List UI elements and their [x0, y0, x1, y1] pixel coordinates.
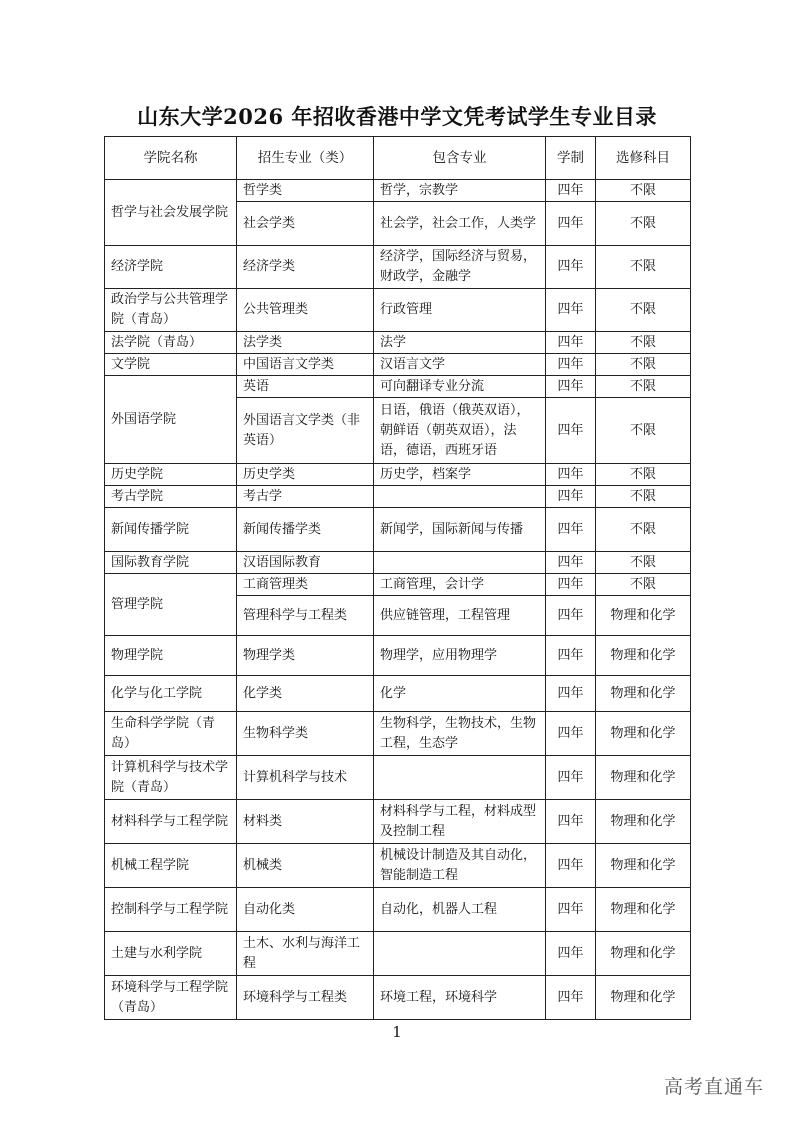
table-row — [105, 976, 691, 1020]
table-row — [105, 376, 691, 398]
electives-cell: 不限 — [596, 332, 691, 354]
table-row — [105, 246, 691, 289]
major-cell: 环境科学与工程类 — [237, 976, 374, 1020]
includes-cell — [374, 932, 546, 976]
major-cell: 哲学类 — [237, 180, 374, 202]
table-row — [105, 180, 691, 202]
table-header-row — [105, 137, 691, 180]
duration-cell: 四年 — [546, 398, 596, 464]
table-row — [105, 676, 691, 712]
major-cell: 工商管理类 — [237, 574, 374, 596]
major-cell: 材料类 — [237, 800, 374, 844]
includes-cell: 机械设计制造及其自动化，智能制造工程 — [374, 844, 546, 888]
college-cell: 土建与水利学院 — [105, 932, 237, 976]
major-cell: 物理学类 — [237, 636, 374, 676]
college-cell: 生命科学学院（青岛） — [105, 712, 237, 756]
electives-cell: 不限 — [596, 486, 691, 508]
includes-cell: 新闻学，国际新闻与传播 — [374, 508, 546, 552]
electives-cell: 物理和化学 — [596, 756, 691, 800]
college-cell: 经济学院 — [105, 246, 237, 289]
duration-cell: 四年 — [546, 246, 596, 289]
college-cell: 历史学院 — [105, 464, 237, 486]
duration-cell: 四年 — [546, 332, 596, 354]
duration-cell: 四年 — [546, 180, 596, 202]
major-catalog-table — [104, 136, 691, 1020]
includes-cell: 工商管理，会计学 — [374, 574, 546, 596]
includes-cell — [374, 552, 546, 574]
duration-cell: 四年 — [546, 676, 596, 712]
includes-cell: 供应链管理，工程管理 — [374, 596, 546, 636]
major-cell: 英语 — [237, 376, 374, 398]
includes-cell — [374, 756, 546, 800]
major-cell: 历史学类 — [237, 464, 374, 486]
major-cell: 化学类 — [237, 676, 374, 712]
college-cell: 国际教育学院 — [105, 552, 237, 574]
major-cell: 考古学 — [237, 486, 374, 508]
duration-cell: 四年 — [546, 800, 596, 844]
major-cell: 管理科学与工程类 — [237, 596, 374, 636]
electives-cell: 不限 — [596, 354, 691, 376]
includes-cell: 环境工程，环境科学 — [374, 976, 546, 1020]
electives-cell: 物理和化学 — [596, 844, 691, 888]
table-row — [105, 354, 691, 376]
college-cell: 材料科学与工程学院 — [105, 800, 237, 844]
electives-cell: 不限 — [596, 202, 691, 246]
table-row — [105, 712, 691, 756]
college-cell: 环境科学与工程学院（青岛） — [105, 976, 237, 1020]
college-cell: 新闻传播学院 — [105, 508, 237, 552]
includes-cell: 哲学，宗教学 — [374, 180, 546, 202]
electives-cell: 不限 — [596, 398, 691, 464]
major-cell: 公共管理类 — [237, 289, 374, 332]
electives-cell: 物理和化学 — [596, 676, 691, 712]
includes-cell: 生物科学，生物技术，生物工程，生态学 — [374, 712, 546, 756]
major-cell: 汉语国际教育 — [237, 552, 374, 574]
duration-cell: 四年 — [546, 712, 596, 756]
table-row — [105, 289, 691, 332]
table-row — [105, 888, 691, 932]
electives-cell: 不限 — [596, 552, 691, 574]
page-number: 1 — [392, 1023, 402, 1041]
watermark-text: 高考直通车 — [663, 1076, 764, 1098]
college-cell: 法学院（青岛） — [105, 332, 237, 354]
column-header-duration: 学制 — [546, 137, 596, 180]
college-cell: 文学院 — [105, 354, 237, 376]
major-cell: 土木、水利与海洋工程 — [237, 932, 374, 976]
table-row — [105, 756, 691, 800]
includes-cell: 自动化，机器人工程 — [374, 888, 546, 932]
college-cell: 计算机科学与技术学院（青岛） — [105, 756, 237, 800]
duration-cell: 四年 — [546, 202, 596, 246]
duration-cell: 四年 — [546, 844, 596, 888]
includes-cell: 物理学，应用物理学 — [374, 636, 546, 676]
college-cell: 外国语学院 — [105, 376, 237, 464]
major-cell: 生物科学类 — [237, 712, 374, 756]
table-row — [105, 464, 691, 486]
electives-cell: 物理和化学 — [596, 976, 691, 1020]
duration-cell: 四年 — [546, 888, 596, 932]
electives-cell: 不限 — [596, 574, 691, 596]
table-row — [105, 636, 691, 676]
major-cell: 社会学类 — [237, 202, 374, 246]
college-cell: 控制科学与工程学院 — [105, 888, 237, 932]
duration-cell: 四年 — [546, 376, 596, 398]
table-row — [105, 486, 691, 508]
electives-cell: 物理和化学 — [596, 636, 691, 676]
duration-cell: 四年 — [546, 636, 596, 676]
major-cell: 计算机科学与技术 — [237, 756, 374, 800]
duration-cell: 四年 — [546, 354, 596, 376]
column-header-college: 学院名称 — [105, 137, 237, 180]
electives-cell: 不限 — [596, 464, 691, 486]
major-cell: 经济学类 — [237, 246, 374, 289]
column-header-includes: 包含专业 — [374, 137, 546, 180]
electives-cell: 不限 — [596, 289, 691, 332]
electives-cell: 不限 — [596, 508, 691, 552]
college-cell: 管理学院 — [105, 574, 237, 636]
duration-cell: 四年 — [546, 552, 596, 574]
major-cell: 外国语言文学类（非英语） — [237, 398, 374, 464]
major-cell: 新闻传播学类 — [237, 508, 374, 552]
major-cell: 法学类 — [237, 332, 374, 354]
electives-cell: 物理和化学 — [596, 888, 691, 932]
electives-cell: 物理和化学 — [596, 596, 691, 636]
includes-cell — [374, 486, 546, 508]
college-cell: 哲学与社会发展学院 — [105, 180, 237, 246]
duration-cell: 四年 — [546, 932, 596, 976]
includes-cell: 日语，俄语（俄英双语），朝鲜语（朝英双语），法语，德语，西班牙语 — [374, 398, 546, 464]
electives-cell: 不限 — [596, 180, 691, 202]
electives-cell: 物理和化学 — [596, 932, 691, 976]
includes-cell: 经济学，国际经济与贸易，财政学，金融学 — [374, 246, 546, 289]
college-cell: 考古学院 — [105, 486, 237, 508]
includes-cell: 法学 — [374, 332, 546, 354]
table-row — [105, 844, 691, 888]
table-row — [105, 574, 691, 596]
table-row — [105, 552, 691, 574]
includes-cell: 汉语言文学 — [374, 354, 546, 376]
duration-cell: 四年 — [546, 574, 596, 596]
college-cell: 机械工程学院 — [105, 844, 237, 888]
table-row — [105, 508, 691, 552]
electives-cell: 物理和化学 — [596, 712, 691, 756]
electives-cell: 不限 — [596, 246, 691, 289]
duration-cell: 四年 — [546, 508, 596, 552]
column-header-major: 招生专业（类） — [237, 137, 374, 180]
duration-cell: 四年 — [546, 596, 596, 636]
electives-cell: 不限 — [596, 376, 691, 398]
major-cell: 机械类 — [237, 844, 374, 888]
major-cell: 中国语言文学类 — [237, 354, 374, 376]
includes-cell: 化学 — [374, 676, 546, 712]
table-row — [105, 332, 691, 354]
table-row — [105, 932, 691, 976]
column-header-electives: 选修科目 — [596, 137, 691, 180]
duration-cell: 四年 — [546, 486, 596, 508]
electives-cell: 物理和化学 — [596, 800, 691, 844]
duration-cell: 四年 — [546, 289, 596, 332]
includes-cell: 历史学，档案学 — [374, 464, 546, 486]
duration-cell: 四年 — [546, 756, 596, 800]
page-title: 山东大学2026 年招收香港中学文凭考试学生专业目录 — [137, 104, 657, 129]
duration-cell: 四年 — [546, 464, 596, 486]
includes-cell: 可向翻译专业分流 — [374, 376, 546, 398]
college-cell: 物理学院 — [105, 636, 237, 676]
includes-cell: 材料科学与工程，材料成型及控制工程 — [374, 800, 546, 844]
table-row — [105, 800, 691, 844]
major-cell: 自动化类 — [237, 888, 374, 932]
duration-cell: 四年 — [546, 976, 596, 1020]
includes-cell: 社会学，社会工作，人类学 — [374, 202, 546, 246]
college-cell: 政治学与公共管理学院（青岛） — [105, 289, 237, 332]
includes-cell: 行政管理 — [374, 289, 546, 332]
college-cell: 化学与化工学院 — [105, 676, 237, 712]
